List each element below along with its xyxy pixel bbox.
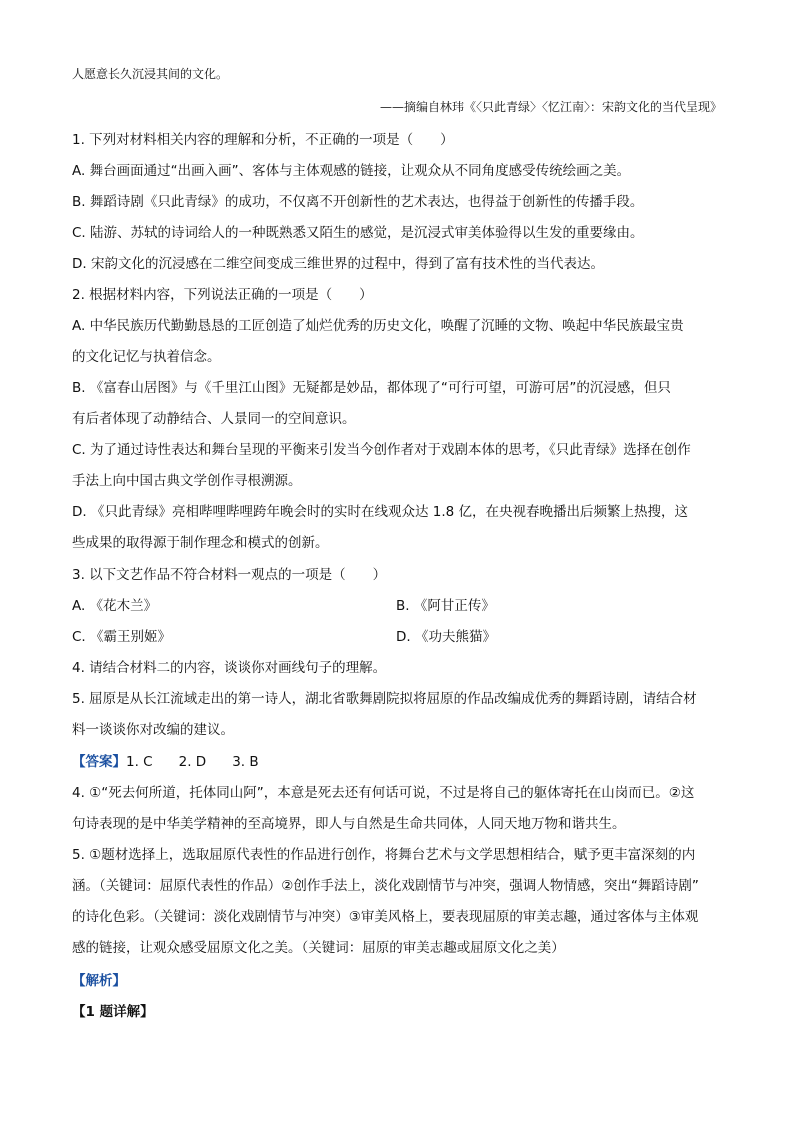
question-2-option-d-line1: D. 《只此青绿》亮相哔哩哔哩跨年晚会时的实时在线观众达 1.8 亿，在央视春晚播出后频繁上热搜，这 — [72, 504, 689, 520]
answer-3: 3. B — [232, 754, 259, 770]
answer-1: 1. C — [126, 754, 153, 770]
question-3-option-b: B. 《阿甘正传》 — [396, 598, 495, 614]
question-3-row-2 — [72, 626, 722, 648]
detail-1-label: 【1 题详解】 — [72, 1004, 154, 1020]
answer-5-line2: 涵。（关键词：屈原代表性的作品）②创作手法上，淡化戏剧情节与冲突，强调人物情感，突出“舞蹈诗剧” — [72, 878, 699, 894]
source-citation: ——摘编自林玮《〈只此青绿〉〈忆江南〉：宋韵文化的当代呈现》 — [379, 100, 722, 114]
question-2-option-d-line2: 些成果的取得源于制作理念和模式的创新。 — [72, 535, 329, 551]
question-1-option-c: C. 陆游、苏轼的诗词给人的一种既熟悉又陌生的感觉，是沉浸式审美体验得以生发的重要缘由。 — [72, 225, 644, 241]
answer-2: 2. D — [178, 754, 207, 770]
question-2-option-c-line2: 手法上向中国古典文学创作寻根溯源。 — [72, 473, 302, 489]
question-1-option-a: A. 舞台画面通过“出画入画”、客体与主体观感的链接，让观众从不同角度感受传统绘画之美。 — [72, 163, 631, 179]
answer-label: 【答案】 — [72, 754, 126, 770]
answer-4-line1: 4. ①“死去何所道，托体同山阿”，本意是死去还有何话可说，不过是将自己的躯体寄托在山岗而已。②这 — [72, 785, 695, 801]
answer-4-line2: 句诗表现的是中华美学精神的至高境界，即人与自然是生命共同体，人同天地万物和谐共生。 — [72, 816, 626, 832]
question-2-option-b-line1: B. 《富春山居图》与《千里江山图》无疑都是妙品，都体现了“可行可望，可游可居”的沉浸感，但只 — [72, 380, 671, 396]
answer-5-line1: 5. ①题材选择上，选取屈原代表性的作品进行创作，将舞台艺术与文学思想相结合，赋予更丰富深刻的内 — [72, 847, 696, 863]
answer-row — [72, 751, 722, 773]
analysis-label: 【解析】 — [72, 973, 126, 989]
question-3-option-a: A. 《花木兰》 — [72, 598, 158, 614]
question-3-option-d: D. 《功夫熊猫》 — [396, 629, 496, 645]
question-5-stem-line2: 料一谈谈你对改编的建议。 — [72, 722, 234, 738]
question-2-stem: 2. 根据材料内容，下列说法正确的一项是（ ） — [72, 287, 373, 303]
question-3-option-c: C. 《霸王别姬》 — [72, 629, 172, 645]
question-1-option-d: D. 宋韵文化的沉浸感在二维空间变成三维世界的过程中，得到了富有技术性的当代表达。 — [72, 256, 604, 272]
question-1-stem: 1. 下列对材料相关内容的理解和分析，不正确的一项是（ ） — [72, 132, 454, 148]
answer-5-line3: 的诗化色彩。（关键词：淡化戏剧情节与冲突）③审美风格上，要表现屈原的审美志趣，通过客体与主体观 — [72, 909, 699, 925]
question-1-option-b: B. 舞蹈诗剧《只此青绿》的成功，不仅离不开创新性的艺术表达，也得益于创新性的传播手段。 — [72, 194, 644, 210]
question-3-row-1 — [72, 595, 722, 617]
question-3-stem: 3. 以下文艺作品不符合材料一观点的一项是（ ） — [72, 567, 387, 583]
question-2-option-b-line2: 有后者体现了动静结合、人景同一的空间意识。 — [72, 411, 356, 427]
question-2-option-a-line1: A. 中华民族历代勤勤恳恳的工匠创造了灿烂优秀的历史文化，唤醒了沉睡的文物、唤起中华民族最宝贵 — [72, 318, 684, 334]
question-2-option-c-line1: C. 为了通过诗性表达和舞台呈现的平衡来引发当今创作者对于戏剧本体的思考，《只此青绿》选择在创作 — [72, 442, 691, 458]
intro-closing-sentence: 人愿意长久沉浸其间的文化。 — [72, 67, 229, 81]
answer-5-line4: 感的链接，让观众感受屈原文化之美。（关键词：屈原的审美志趣或屈原文化之美） — [72, 940, 565, 956]
question-5-stem-line1: 5. 屈原是从长江流域走出的第一诗人，湖北省歌舞剧院拟将屈原的作品改编成优秀的舞蹈诗剧，请结合材 — [72, 691, 697, 707]
question-4-stem: 4. 请结合材料二的内容，谈谈你对画线句子的理解。 — [72, 660, 387, 676]
question-2-option-a-line2: 的文化记忆与执着信念。 — [72, 349, 221, 365]
